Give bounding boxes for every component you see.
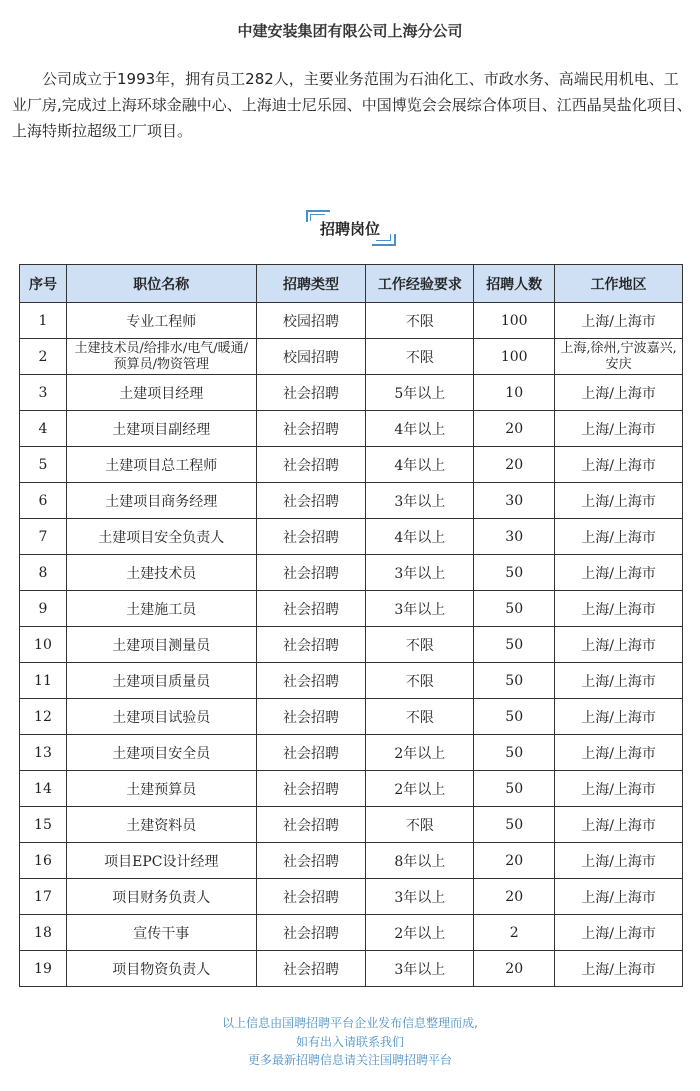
cell-type: 社会招聘 [256,555,366,591]
cell-location: 上海/上海市 [555,411,683,447]
table-row [20,411,683,447]
jobs-table [19,264,683,987]
cell-index: 6 [20,483,67,519]
cell-count: 50 [474,627,555,663]
cell-location: 上海,徐州,宁波嘉兴,安庆 [555,339,683,375]
table-row [20,843,683,879]
cell-type: 社会招聘 [256,519,366,555]
cell-experience: 不限 [366,699,474,735]
cell-index: 14 [20,771,67,807]
cell-position: 土建项目安全负责人 [66,519,256,555]
table-row [20,915,683,951]
table-row [20,483,683,519]
cell-position: 项目EPC设计经理 [66,843,256,879]
cell-location: 上海/上海市 [555,483,683,519]
cell-experience: 3年以上 [366,951,474,987]
cell-index: 5 [20,447,67,483]
table-row [20,591,683,627]
footer-line: 更多最新招聘信息请关注国聘招聘平台 [247,1053,452,1067]
cell-position: 专业工程师 [66,303,256,339]
cell-index: 15 [20,807,67,843]
cell-location: 上海/上海市 [555,663,683,699]
cell-experience: 5年以上 [366,375,474,411]
table-row [20,663,683,699]
footer-note [0,1014,700,1070]
cell-position: 土建项目总工程师 [66,447,256,483]
cell-experience: 3年以上 [366,555,474,591]
cell-index: 9 [20,591,67,627]
cell-index: 16 [20,843,67,879]
cell-position: 土建项目商务经理 [66,483,256,519]
cell-position: 土建技术员/给排水/电气/暖通/预算员/物资管理 [66,339,256,375]
cell-count: 20 [474,843,555,879]
cell-experience: 3年以上 [366,483,474,519]
cell-type: 社会招聘 [256,375,366,411]
cell-index: 11 [20,663,67,699]
cell-count: 20 [474,447,555,483]
cell-type: 社会招聘 [256,915,366,951]
cell-type: 社会招聘 [256,663,366,699]
cell-location: 上海/上海市 [555,879,683,915]
cell-type: 社会招聘 [256,591,366,627]
cell-experience: 8年以上 [366,843,474,879]
table-row [20,519,683,555]
cell-count: 50 [474,771,555,807]
cell-experience: 2年以上 [366,735,474,771]
cell-experience: 4年以上 [366,447,474,483]
cell-location: 上海/上海市 [555,627,683,663]
company-title: 中建安装集团有限公司上海分公司 [237,22,463,40]
cell-location: 上海/上海市 [555,771,683,807]
footer-line: 如有出入请联系我们 [295,1034,404,1049]
cell-type: 社会招聘 [256,951,366,987]
cell-position: 土建项目经理 [66,375,256,411]
cell-index: 18 [20,915,67,951]
cell-count: 30 [474,483,555,519]
header-count: 招聘人数 [474,265,555,303]
cell-count: 50 [474,699,555,735]
cell-position: 项目物资负责人 [66,951,256,987]
cell-type: 社会招聘 [256,627,366,663]
cell-index: 4 [20,411,67,447]
table-row [20,951,683,987]
table-row [20,735,683,771]
cell-count: 50 [474,735,555,771]
cell-position: 土建项目质量员 [66,663,256,699]
cell-position: 宣传干事 [66,915,256,951]
cell-type: 社会招聘 [256,483,366,519]
section-header [0,208,700,248]
cell-position: 土建施工员 [66,591,256,627]
table-row [20,807,683,843]
cell-index: 8 [20,555,67,591]
cell-count: 2 [474,915,555,951]
cell-type: 校园招聘 [256,339,366,375]
cell-count: 50 [474,555,555,591]
header-location: 工作地区 [555,265,683,303]
cell-experience: 2年以上 [366,915,474,951]
cell-index: 13 [20,735,67,771]
table-row [20,627,683,663]
table-row [20,339,683,375]
footer-line: 以上信息由国聘招聘平台企业发布信息整理而成, [222,1016,478,1030]
cell-index: 19 [20,951,67,987]
cell-count: 20 [474,951,555,987]
cell-location: 上海/上海市 [555,447,683,483]
cell-experience: 4年以上 [366,519,474,555]
cell-index: 17 [20,879,67,915]
cell-count: 30 [474,519,555,555]
table-row [20,699,683,735]
cell-count: 20 [474,411,555,447]
cell-type: 社会招聘 [256,771,366,807]
cell-location: 上海/上海市 [555,735,683,771]
cell-position: 项目财务负责人 [66,879,256,915]
section-title: 招聘岗位 [319,220,380,238]
cell-count: 50 [474,663,555,699]
table-row [20,447,683,483]
header-experience: 工作经验要求 [366,265,474,303]
cell-count: 100 [474,303,555,339]
table-row [20,303,683,339]
cell-index: 2 [20,339,67,375]
cell-position: 土建资料员 [66,807,256,843]
cell-type: 社会招聘 [256,879,366,915]
cell-index: 10 [20,627,67,663]
cell-count: 50 [474,591,555,627]
cell-experience: 4年以上 [366,411,474,447]
cell-type: 校园招聘 [256,303,366,339]
cell-count: 10 [474,375,555,411]
cell-count: 100 [474,339,555,375]
cell-position: 土建项目测量员 [66,627,256,663]
cell-count: 50 [474,807,555,843]
cell-experience: 2年以上 [366,771,474,807]
table-row [20,375,683,411]
header-type: 招聘类型 [256,265,366,303]
cell-location: 上海/上海市 [555,915,683,951]
company-intro: 公司成立于1993年，拥有员工282人，主要业务范围为石油化工、市政水务、高端民用机电、工业厂房,完成过上海环球金融中心、上海迪士尼乐园、中国博览会会展综合体项目、江西晶昊盐化项目、上海特斯拉超级工厂项目。 [12,70,692,140]
table-row [20,771,683,807]
header-position: 职位名称 [66,265,256,303]
cell-position: 土建项目安全员 [66,735,256,771]
cell-type: 社会招聘 [256,447,366,483]
cell-type: 社会招聘 [256,807,366,843]
cell-location: 上海/上海市 [555,591,683,627]
cell-experience: 3年以上 [366,591,474,627]
header-index: 序号 [20,265,67,303]
cell-location: 上海/上海市 [555,807,683,843]
cell-experience: 不限 [366,339,474,375]
cell-position: 土建预算员 [66,771,256,807]
cell-position: 土建项目副经理 [66,411,256,447]
cell-experience: 不限 [366,663,474,699]
cell-index: 7 [20,519,67,555]
cell-location: 上海/上海市 [555,699,683,735]
cell-experience: 不限 [366,303,474,339]
cell-index: 12 [20,699,67,735]
table-header-row [20,265,683,303]
cell-experience: 不限 [366,807,474,843]
cell-experience: 3年以上 [366,879,474,915]
cell-location: 上海/上海市 [555,519,683,555]
cell-location: 上海/上海市 [555,303,683,339]
cell-location: 上海/上海市 [555,555,683,591]
cell-location: 上海/上海市 [555,951,683,987]
cell-position: 土建项目试验员 [66,699,256,735]
cell-index: 1 [20,303,67,339]
table-row [20,555,683,591]
cell-location: 上海/上海市 [555,843,683,879]
table-row [20,879,683,915]
bracket-decoration [376,234,391,241]
cell-type: 社会招聘 [256,411,366,447]
cell-type: 社会招聘 [256,843,366,879]
cell-type: 社会招聘 [256,699,366,735]
cell-experience: 不限 [366,627,474,663]
cell-count: 20 [474,879,555,915]
cell-position: 土建技术员 [66,555,256,591]
cell-type: 社会招聘 [256,735,366,771]
cell-location: 上海/上海市 [555,375,683,411]
cell-index: 3 [20,375,67,411]
